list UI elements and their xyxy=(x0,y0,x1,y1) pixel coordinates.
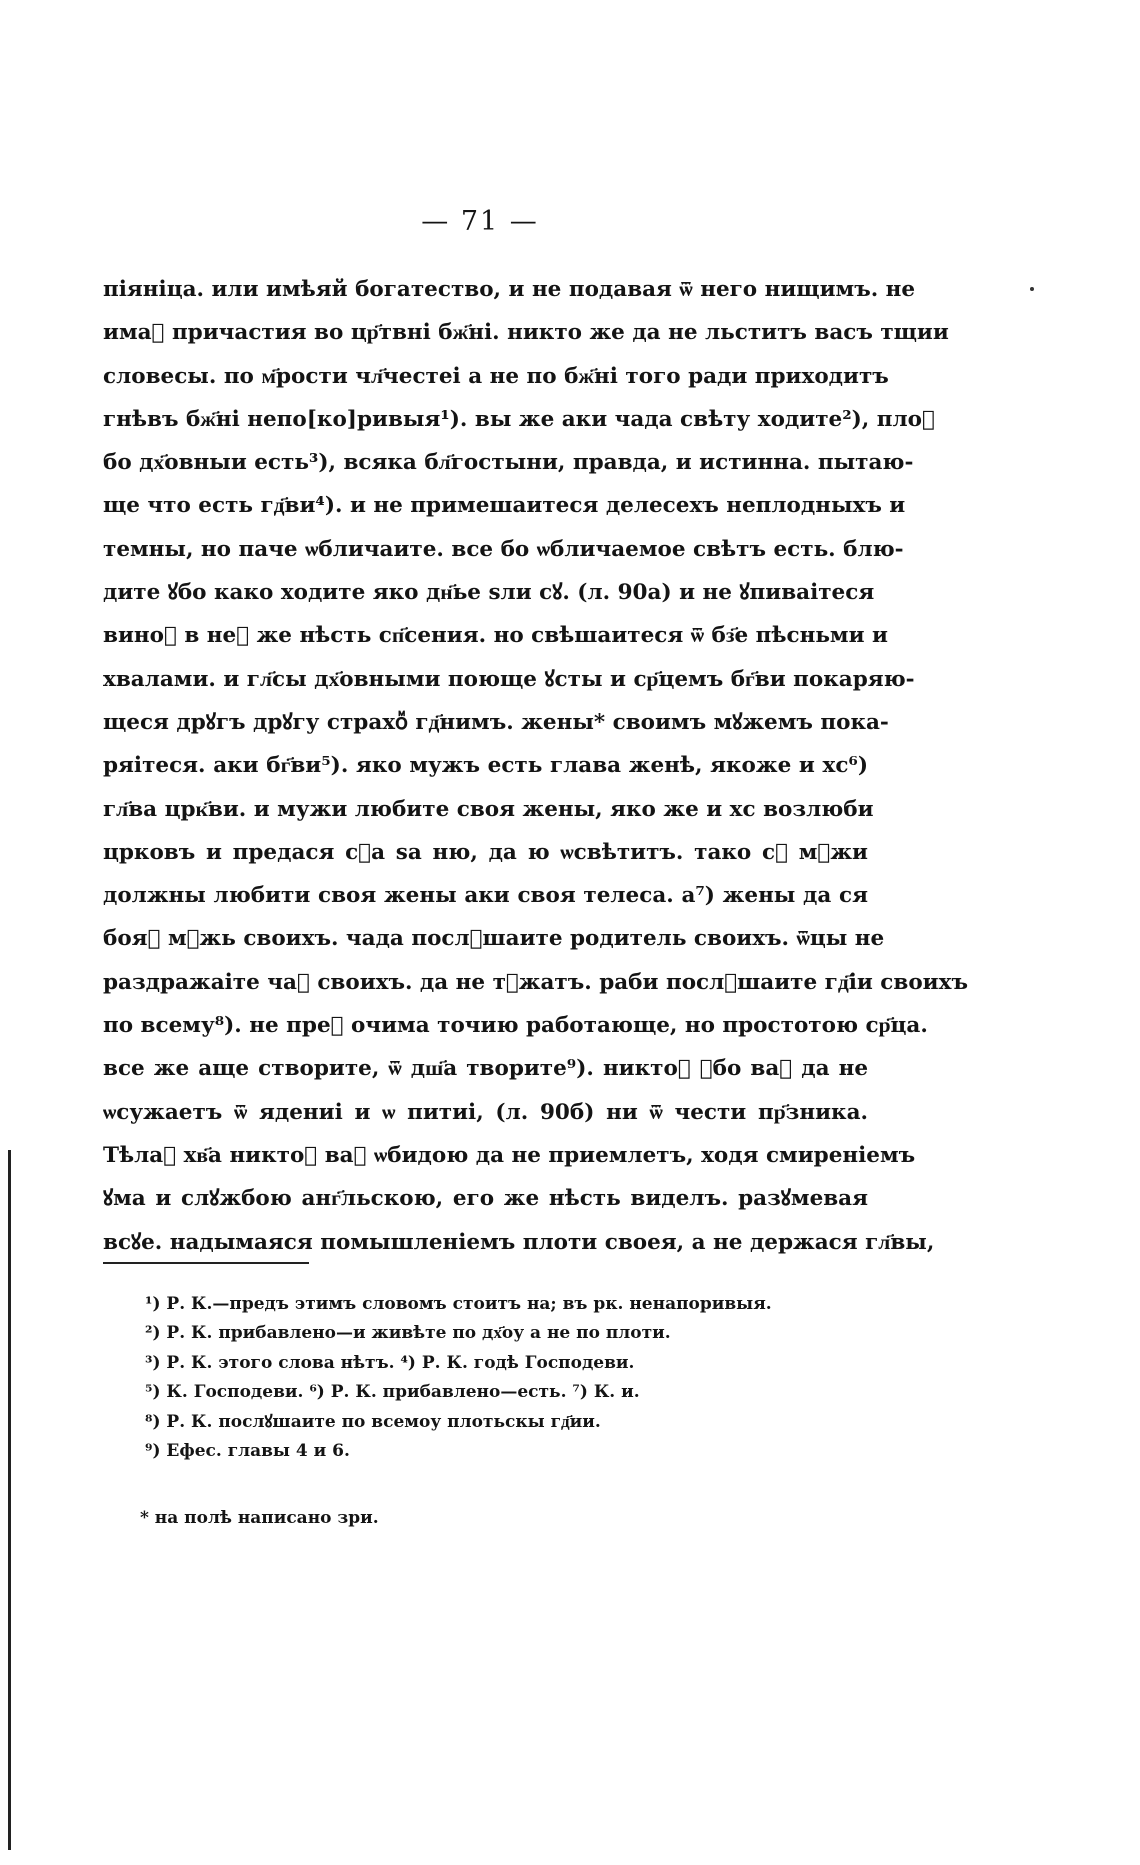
page-edge-shadow xyxy=(8,1150,11,1850)
footnote: ⁵) К. Господеви. ⁶) Р. К. прибавлено—есть. ⁷) К. и. xyxy=(145,1382,640,1403)
text-line: по всему⁸). не преⷣ очима точию работающе, но простотою ср҃ца. xyxy=(103,1013,928,1039)
text-line: црковъ и предася сⷨа ѕа ню, да ю ѡсвѣтитъ. тако сꙋ мꙋжи xyxy=(103,839,868,865)
footnote: ²) Р. К. прибавлено—и живѣте по дх҃оу а не по плоти. xyxy=(145,1323,671,1344)
text-line: гнѣвъ бж҃нi непо[ко]ривыя¹). вы же аки чада свѣту ходите²), плоⷣ xyxy=(103,406,935,432)
footnotes xyxy=(145,1290,865,1466)
text-line: бо дх҃овныи есть³), всяка бл҃гостыни, правда, и истинна. пытаю- xyxy=(103,450,914,476)
text-line: виноⷨ в неⷨ же нѣсть сп҃сения. но свѣшаитеся ѿ бз҃е пѣсньми и xyxy=(103,623,888,649)
text-line: пiянiца. или имѣяй богатество, и не подавая ѿ него нищимъ. не xyxy=(103,277,916,302)
ink-speck xyxy=(1030,287,1034,291)
text-line: ще что есть гд҃ви⁴). и не примешаитеся делесехъ неплодныхъ и xyxy=(103,493,906,519)
text-line: щеся дрꙋгъ дрꙋгу страхоⷨ гд҃нимъ. жены* своимъ мꙋжемъ пока- xyxy=(103,709,889,735)
text-line: все же аще створите, ѿ дш҃а творите⁹). никтоⷤ ꙋбо ваⷭ да не xyxy=(103,1056,868,1082)
text-line: ѡсужаетъ ѿ ядениi и ѡ питиi, (л. 90б) ни ѿ чести пр҃зника. xyxy=(103,1099,868,1125)
main-text xyxy=(103,268,968,1264)
text-line: темны, но паче ѡбличаите. все бо ѡбличаемое свѣтъ есть. блю- xyxy=(103,536,904,562)
text-line: бояⷮ мꙋжь своихъ. чада послꙋшаите родитель своихъ. ѿцы не xyxy=(103,926,885,952)
text-line: раздражаiте чаⷣ своихъ. да не тꙋжатъ. раби послꙋшаите гд҃iи своихъ xyxy=(103,969,968,995)
text-line: имаⷮ причастия во цр҃твнi бж҃нi. никто же да не льститъ васъ тщии xyxy=(103,320,949,346)
text-line: Тѣлаⷭ хв҃а никтоⷤ ваⷭ ѡбидою да не приемлетъ, ходя смиренiемъ xyxy=(103,1142,916,1168)
text-line: словесы. по м҃рости чл҃честеi а не по бж҃нi того ради приходитъ xyxy=(103,363,889,389)
text-line: всꙋе. надымаяся помышленiемъ плоти своея, а не держася гл҃вы, xyxy=(103,1229,935,1255)
text-line: гл҃ва црк҃ви. и мужи любите своя жены, яко же и хс возлюби xyxy=(103,796,874,822)
footnote: ⁸) Р. К. послꙋшаите по всемоу плотьскы гд҃ии. xyxy=(145,1411,601,1432)
text-line: ꙋма и слꙋжбою анг҃льскою, его же нѣсть виделъ. разꙋмевая xyxy=(103,1186,868,1212)
text-line: должны любити своя жены аки своя телеса. а⁷) жены да ся xyxy=(103,883,868,909)
text-line: хвалами. и гл҃сы дх҃овными поюще ꙋсты и ср҃цемъ бг҃ви покаряю- xyxy=(103,666,915,692)
margin-note: * на полѣ написано зри. xyxy=(140,1508,379,1528)
text-line: ряiтеся. аки бг҃ви⁵). яко мужъ есть глава женѣ, якоже и хс⁶) xyxy=(103,753,868,779)
footnote: ³) Р. К. этого слова нѣтъ. ⁴) Р. К. годѣ Господеви. xyxy=(145,1352,635,1373)
footnote-separator xyxy=(103,1262,309,1264)
footnote: ¹) Р. К.—предъ этимъ словомъ стоитъ на; въ рк. ненапоривыя. xyxy=(145,1294,772,1314)
page-number: — 71 — xyxy=(421,206,539,237)
footnote: ⁹) Ефес. главы 4 и 6. xyxy=(145,1440,350,1461)
text-line: дите ꙋбо како ходите яко дн҃ье ѕли сꙋ. (л. 90а) и не ꙋпиваiтеся xyxy=(103,580,875,606)
